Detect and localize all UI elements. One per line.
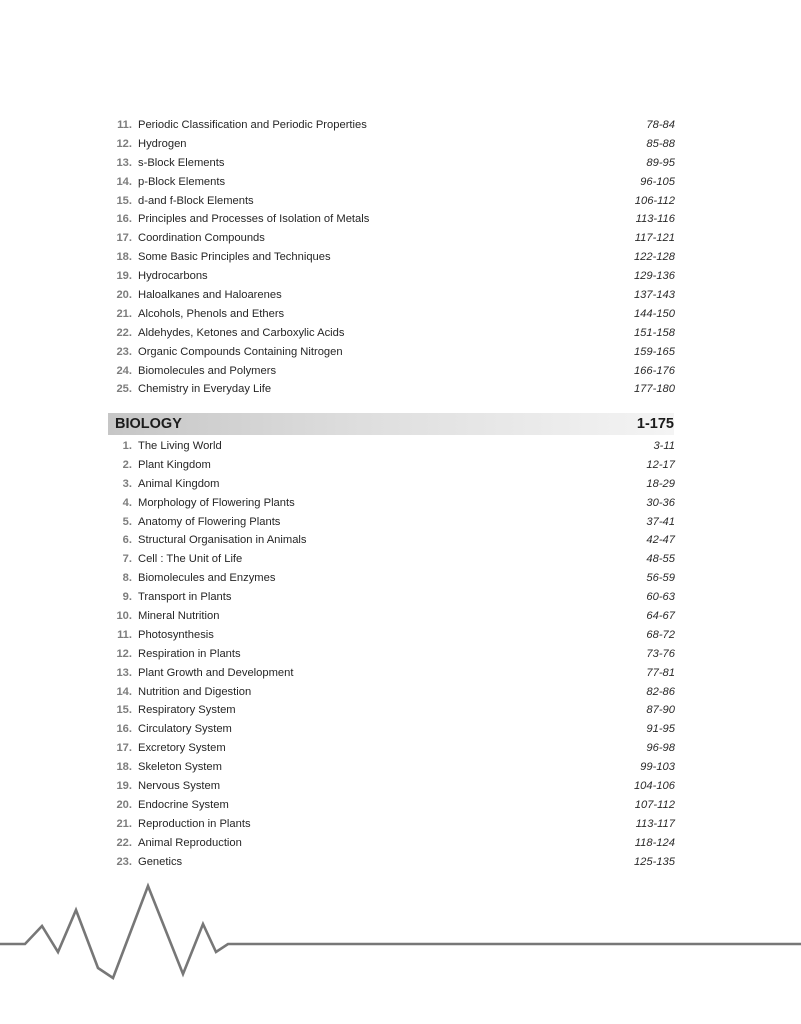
chapter-title: Mineral Nutrition bbox=[138, 610, 220, 623]
chapter-page-range: 48-55 bbox=[646, 553, 675, 566]
chapter-number: 14. bbox=[116, 685, 132, 698]
chapter-page-range: 113-117 bbox=[635, 817, 675, 830]
chapter-number: 6. bbox=[122, 534, 132, 547]
chapter-title: Genetics bbox=[138, 855, 183, 868]
toc-entry bbox=[112, 494, 675, 513]
chapter-title: Haloalkanes and Haloarenes bbox=[138, 289, 282, 302]
chapter-number: 5. bbox=[122, 515, 132, 528]
toc-entry bbox=[112, 362, 675, 381]
toc-entry bbox=[112, 248, 675, 267]
toc-entry bbox=[112, 437, 675, 456]
toc-entry bbox=[112, 720, 675, 739]
chapter-page-range: 87-90 bbox=[646, 704, 675, 717]
chapter-number: 18. bbox=[116, 251, 132, 264]
chapter-number: 7. bbox=[122, 553, 132, 566]
chapter-title: Anatomy of Flowering Plants bbox=[138, 515, 281, 528]
chapter-page-range: 91-95 bbox=[646, 723, 675, 736]
chapter-title: d-and f-Block Elements bbox=[138, 194, 254, 207]
chapter-number: 20. bbox=[116, 289, 132, 302]
chapter-page-range: 159-165 bbox=[633, 345, 675, 358]
toc-entry bbox=[112, 475, 675, 494]
chapter-page-range: 99-103 bbox=[640, 761, 675, 774]
chapter-number: 12. bbox=[116, 137, 132, 150]
chapter-page-range: 129-136 bbox=[633, 270, 675, 283]
chapter-number: 17. bbox=[116, 742, 132, 755]
chapter-title: p-Block Elements bbox=[138, 175, 226, 188]
toc-entry bbox=[112, 607, 675, 626]
chapter-number: 8. bbox=[122, 572, 132, 585]
chapter-number: 2. bbox=[122, 458, 132, 471]
chapter-title: Biomolecules and Polymers bbox=[138, 364, 277, 377]
chapter-title: Animal Reproduction bbox=[138, 836, 242, 849]
chapter-title: Aldehydes, Ketones and Carboxylic Acids bbox=[138, 326, 345, 339]
chapter-number: 21. bbox=[116, 307, 132, 320]
chapter-title: Nutrition and Digestion bbox=[138, 685, 252, 698]
chapter-number: 10. bbox=[116, 610, 132, 623]
chapter-page-range: 60-63 bbox=[646, 591, 675, 604]
toc-entry bbox=[112, 456, 675, 475]
chapter-title: Circulatory System bbox=[138, 723, 232, 736]
chapter-title: Some Basic Principles and Techniques bbox=[138, 251, 331, 264]
chapter-page-range: 12-17 bbox=[646, 458, 675, 471]
toc-entry bbox=[112, 380, 675, 399]
chapter-title: Animal Kingdom bbox=[138, 477, 220, 490]
chapter-page-range: 30-36 bbox=[646, 496, 675, 509]
chapter-page-range: 96-98 bbox=[646, 742, 675, 755]
chapter-title: Respiratory System bbox=[138, 704, 236, 717]
toc-entry bbox=[112, 531, 675, 550]
toc-entry bbox=[112, 210, 675, 229]
chapter-number: 15. bbox=[116, 704, 132, 717]
chapter-number: 3. bbox=[122, 477, 132, 490]
chapter-page-range: 37-41 bbox=[646, 515, 675, 528]
chapter-number: 23. bbox=[116, 345, 132, 358]
chapter-number: 25. bbox=[116, 383, 132, 396]
toc-entry bbox=[112, 588, 675, 607]
chapter-page-range: 104-106 bbox=[633, 780, 675, 793]
chapter-number: 18. bbox=[116, 761, 132, 774]
chapter-page-range: 77-81 bbox=[646, 666, 675, 679]
toc-entry bbox=[112, 701, 675, 720]
chapter-page-range: 82-86 bbox=[646, 685, 675, 698]
chapter-page-range: 96-105 bbox=[640, 175, 675, 188]
chapter-number: 13. bbox=[116, 666, 132, 679]
toc-entry bbox=[112, 229, 675, 248]
chapter-title: Structural Organisation in Animals bbox=[138, 534, 307, 547]
chapter-page-range: 177-180 bbox=[633, 383, 675, 396]
toc-entry bbox=[112, 777, 675, 796]
chapter-title: Reproduction in Plants bbox=[138, 817, 251, 830]
chapter-title: Coordination Compounds bbox=[138, 232, 265, 245]
chapter-title: Skeleton System bbox=[138, 761, 222, 774]
chapter-title: Plant Kingdom bbox=[138, 458, 211, 471]
toc-entry bbox=[112, 664, 675, 683]
biology-chapter-list bbox=[112, 437, 675, 871]
chapter-page-range: 125-135 bbox=[633, 855, 675, 868]
chapter-number: 1. bbox=[122, 440, 132, 452]
toc-entry bbox=[112, 267, 675, 286]
chapter-number: 12. bbox=[116, 647, 132, 660]
chapter-page-range: 117-121 bbox=[634, 232, 675, 245]
chapter-title: Transport in Plants bbox=[138, 591, 232, 604]
toc-entry bbox=[112, 154, 675, 173]
chapter-page-range: 122-128 bbox=[633, 251, 675, 264]
chapter-number: 22. bbox=[116, 836, 132, 849]
chapter-page-range: 3-11 bbox=[653, 440, 675, 452]
chapter-page-range: 151-158 bbox=[633, 326, 675, 339]
chapter-number: 19. bbox=[116, 270, 132, 283]
chapter-page-range: 144-150 bbox=[633, 307, 675, 320]
chapter-title: Excretory System bbox=[138, 742, 226, 755]
toc-entry bbox=[112, 305, 675, 324]
chapter-number: 16. bbox=[116, 723, 132, 736]
toc-entry bbox=[112, 834, 675, 853]
chapter-title: Morphology of Flowering Plants bbox=[138, 496, 295, 509]
chapter-title: Organic Compounds Containing Nitrogen bbox=[138, 345, 343, 358]
chapter-number: 23. bbox=[116, 855, 132, 868]
toc-entry bbox=[112, 116, 675, 135]
toc-entry bbox=[112, 192, 675, 211]
chapter-number: 13. bbox=[116, 156, 132, 169]
toc-entry bbox=[112, 135, 675, 154]
toc-entry bbox=[112, 683, 675, 702]
chapter-title: Respiration in Plants bbox=[138, 647, 241, 660]
biology-section-header bbox=[108, 413, 674, 435]
toc-entry bbox=[112, 343, 675, 362]
chapter-title: Principles and Processes of Isolation of Metals bbox=[138, 213, 370, 226]
chapter-title: Biomolecules and Enzymes bbox=[138, 572, 276, 585]
toc-entry bbox=[112, 569, 675, 588]
chapter-number: 11. bbox=[117, 119, 132, 131]
toc-entry bbox=[112, 626, 675, 645]
chapter-title: Periodic Classification and Periodic Properties bbox=[138, 119, 367, 131]
section-page-range: 1-175 bbox=[636, 416, 674, 432]
chapter-page-range: 107-112 bbox=[634, 798, 675, 811]
chapter-page-range: 68-72 bbox=[646, 628, 675, 641]
chapter-number: 22. bbox=[116, 326, 132, 339]
chapter-title: Hydrocarbons bbox=[138, 270, 208, 283]
chapter-page-range: 18-29 bbox=[646, 477, 675, 490]
chapter-title: Chemistry in Everyday Life bbox=[138, 383, 272, 396]
chapter-page-range: 64-67 bbox=[646, 610, 675, 623]
chapter-page-range: 137-143 bbox=[633, 289, 675, 302]
chapter-number: 24. bbox=[116, 364, 132, 377]
chapter-number: 20. bbox=[116, 798, 132, 811]
chapter-page-range: 73-76 bbox=[646, 647, 675, 660]
chapter-title: Hydrogen bbox=[138, 137, 187, 150]
chapter-page-range: 113-116 bbox=[635, 213, 675, 226]
chapter-title: Nervous System bbox=[138, 780, 221, 793]
chapter-title: Cell : The Unit of Life bbox=[138, 553, 243, 566]
toc-entry bbox=[112, 796, 675, 815]
chapter-page-range: 89-95 bbox=[646, 156, 675, 169]
toc-entry bbox=[112, 324, 675, 343]
chapter-number: 9. bbox=[122, 591, 132, 604]
chapter-title: Alcohols, Phenols and Ethers bbox=[138, 307, 285, 320]
toc-entry bbox=[112, 173, 675, 192]
chapter-title: s-Block Elements bbox=[138, 156, 225, 169]
chapter-number: 19. bbox=[116, 780, 132, 793]
chapter-number: 4. bbox=[122, 496, 132, 509]
section-title: BIOLOGY bbox=[115, 416, 182, 432]
chapter-page-range: 118-124 bbox=[634, 836, 675, 849]
toc-entry bbox=[112, 739, 675, 758]
chapter-title: The Living World bbox=[138, 440, 222, 452]
chapter-title: Plant Growth and Development bbox=[138, 666, 294, 679]
chapter-number: 17. bbox=[116, 232, 132, 245]
toc-entry bbox=[112, 286, 675, 305]
chapter-number: 16. bbox=[116, 213, 132, 226]
chapter-title: Endocrine System bbox=[138, 798, 229, 811]
chapter-page-range: 106-112 bbox=[634, 194, 675, 207]
toc-entry bbox=[112, 513, 675, 532]
chapter-page-range: 56-59 bbox=[646, 572, 675, 585]
chapter-number: 15. bbox=[116, 194, 132, 207]
toc-entry bbox=[112, 815, 675, 834]
chapter-page-range: 85-88 bbox=[646, 137, 675, 150]
chapter-page-range: 42-47 bbox=[646, 534, 675, 547]
toc-entry bbox=[112, 758, 675, 777]
chapter-number: 14. bbox=[116, 175, 132, 188]
chapter-page-range: 78-84 bbox=[646, 119, 675, 131]
chapter-number: 11. bbox=[117, 628, 132, 641]
chapter-page-range: 166-176 bbox=[633, 364, 675, 377]
toc-entry bbox=[112, 550, 675, 569]
toc-entry bbox=[112, 645, 675, 664]
chemistry-chapter-list bbox=[112, 116, 675, 399]
chapter-number: 21. bbox=[116, 817, 132, 830]
chapter-title: Photosynthesis bbox=[138, 628, 214, 641]
ecg-heartbeat-line-icon bbox=[0, 880, 801, 990]
toc-entry bbox=[112, 853, 675, 872]
